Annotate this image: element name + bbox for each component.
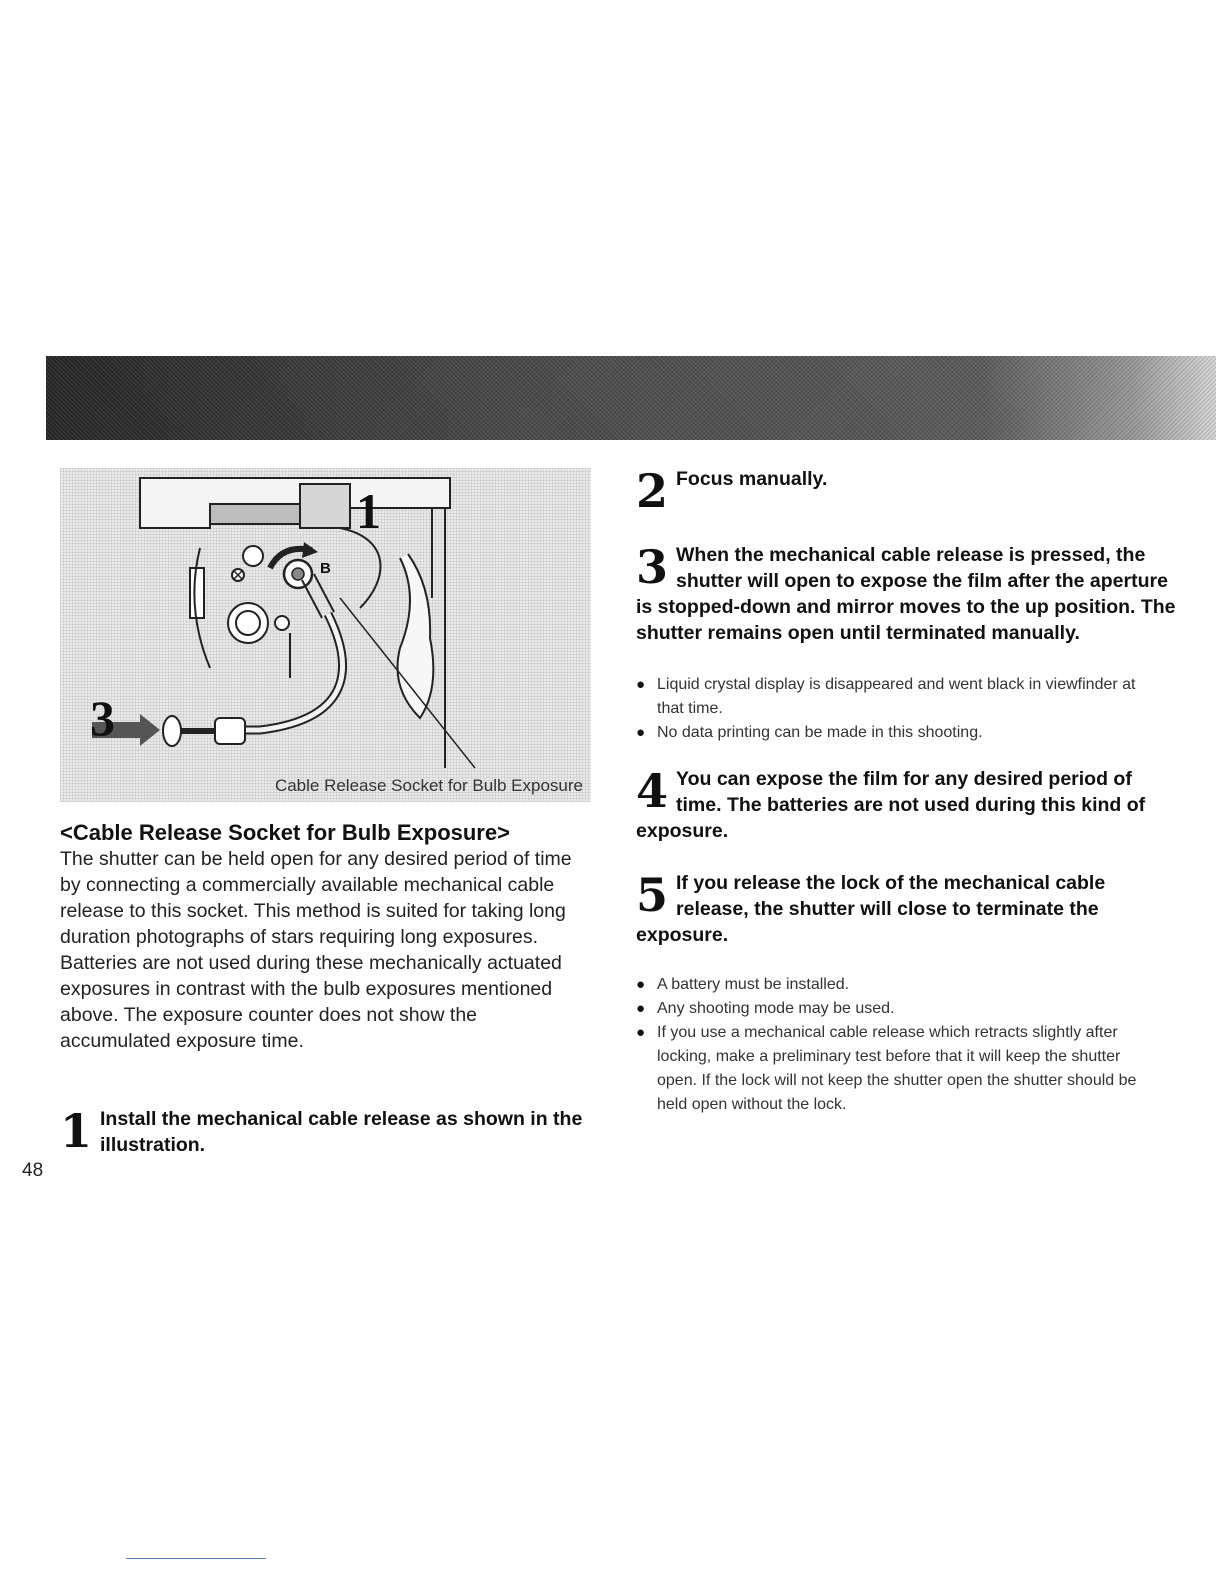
header-banner [46,356,1216,440]
footer-rule [126,1558,266,1559]
step-1 [60,1106,590,1158]
illustration [60,468,591,802]
step-3-notes [636,673,1156,745]
step-number: 3 [636,540,669,594]
step-2 [636,464,1176,518]
step-5 [636,870,1176,948]
callout-1: 1 [356,483,381,539]
step-number: 5 [636,868,669,922]
step-3 [636,542,1176,646]
step-text: Install the mechanical cable release as shown in the illustration. [100,1108,583,1156]
list-item: ● Liquid crystal display is disappeared and went black in viewfinder at that time. [636,673,1156,721]
general-notes [636,973,1156,1117]
step-number: 1 [60,1104,93,1158]
list-item: ● Any shooting mode may be used. [636,997,1156,1021]
page-number: 48 [22,1160,44,1181]
list-item: ● If you use a mechanical cable release which retracts slightly after locking, make a preliminary test before that it will keep the shutter open. If the lock will not keep the shutter open the shutter should be held open without the lock. [636,1021,1156,1117]
dial-label: B [320,560,331,577]
figure-caption: Cable Release Socket for Bulb Exposure [274,776,583,795]
callout-3: 3 [90,690,115,746]
step-number: 4 [636,764,669,818]
section-body: The shutter can be held open for any desired period of time by connecting a commercially available mechanical cable release to this socket. This method is suited for taking long duration photographs of stars requiring long exposures. Batteries are not used during these mechanically actuated exposures in contrast with the bulb exposures mentioned above. The exposure counter does not show the accumulated exposure time. [60,848,572,1052]
camera-body-illustration [60,468,591,802]
list-item: ● A battery must be installed. [636,973,1156,997]
step-text: If you release the lock of the mechanical cable release, the shutter will close to terminate the exposure. [636,872,1106,946]
step-text: When the mechanical cable release is pressed, the shutter will open to expose the film after the aperture is stopped-down and mirror moves to the up position. The shutter remains open until terminated manually. [636,544,1176,644]
step-text: You can expose the film for any desired period of time. The batteries are not used during this kind of exposure. [636,768,1146,842]
list-item: ● No data printing can be made in this shooting. [636,721,1156,745]
section-title: <Cable Release Socket for Bulb Exposure> [60,820,510,845]
step-number: 2 [636,464,669,518]
step-text: Focus manually. [676,468,828,490]
step-4 [636,766,1176,844]
